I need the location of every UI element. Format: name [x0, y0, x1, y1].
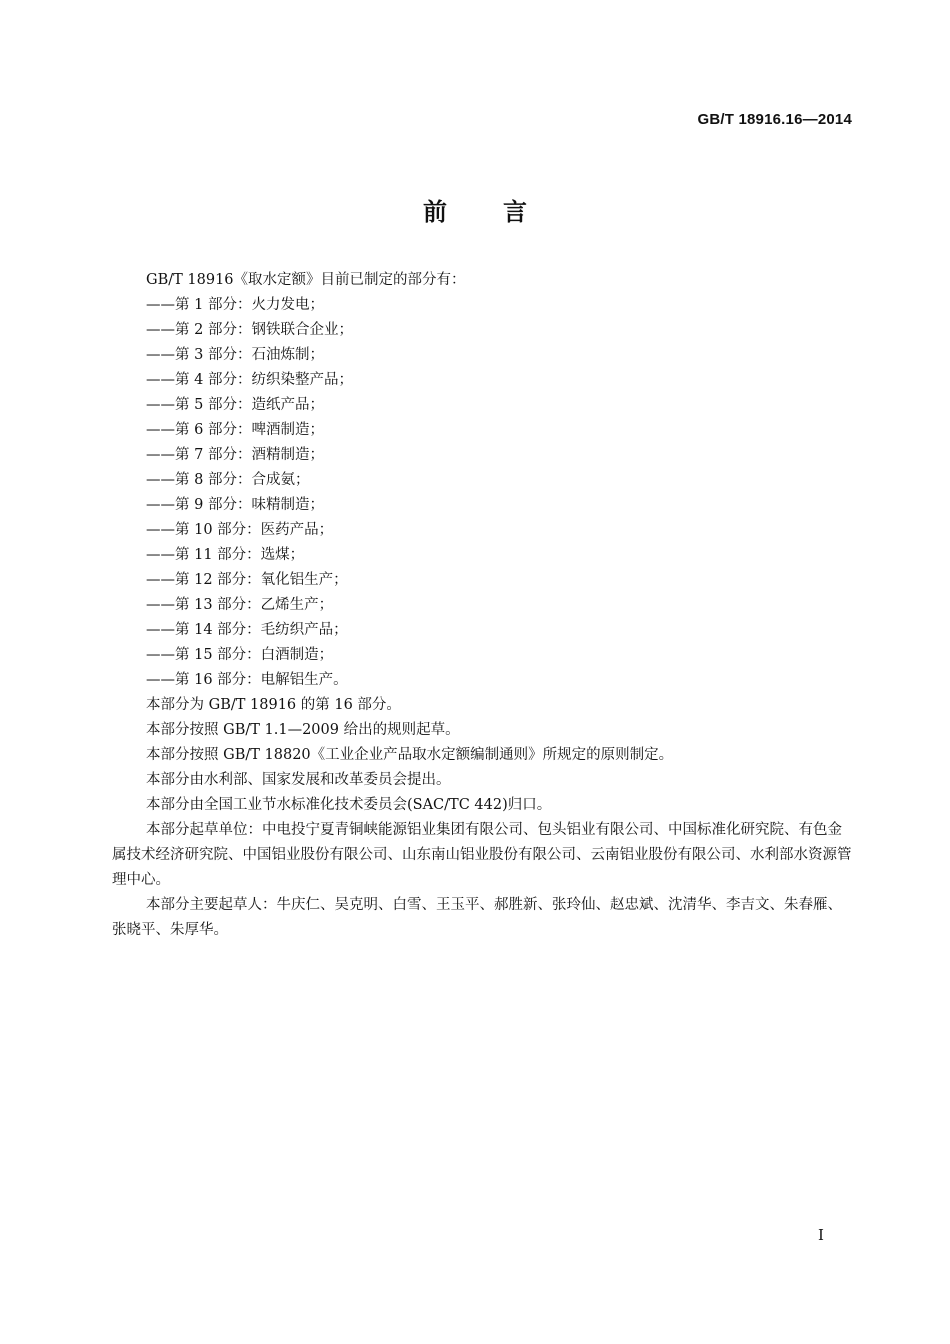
intro-line: GB/T 18916《取水定额》目前已制定的部分有： [146, 272, 466, 288]
part-item: ——第 11 部分：选煤； [146, 547, 305, 563]
part-item: ——第 6 部分：啤酒制造； [146, 422, 324, 438]
page-title: 前言 [423, 198, 583, 226]
part-item: ——第 12 部分：氧化铝生产； [146, 572, 348, 588]
part-item: ——第 9 部分：味精制造； [146, 497, 324, 513]
part-list [112, 293, 852, 693]
part-item: ——第 5 部分：造纸产品； [146, 397, 324, 413]
paragraph-drafters: 本部分主要起草人：牛庆仁、吴克明、白雪、王玉平、郝胜新、张玲仙、赵忠斌、沈清华、李吉文、朱春雁、张晓平、朱厚华。 [112, 897, 842, 938]
part-item: ——第 14 部分：毛纺织产品； [146, 622, 348, 638]
paragraph-drafting-units: 本部分起草单位：中电投宁夏青铜峡能源铝业集团有限公司、包头铝业有限公司、中国标准化研究院、有色金属技术经济研究院、中国铝业股份有限公司、山东南山铝业股份有限公司、云南铝业股份有限公司、水利部水资源管理中心。 [112, 822, 852, 888]
paragraph-part-number: 本部分为 GB/T 18916 的第 16 部分。 [146, 697, 401, 713]
paragraph-centralized-by: 本部分由全国工业节水标准化技术委员会(SAC/TC 442)归口。 [146, 797, 552, 813]
foreword-body [112, 268, 852, 943]
paragraph-proposed-by: 本部分由水利部、国家发展和改革委员会提出。 [146, 772, 451, 788]
part-item: ——第 10 部分：医药产品； [146, 522, 334, 538]
part-item: ——第 2 部分：钢铁联合企业； [146, 322, 353, 338]
part-item: ——第 16 部分：电解铝生产。 [146, 672, 348, 688]
part-item: ——第 7 部分：酒精制造； [146, 447, 324, 463]
part-item: ——第 15 部分：白酒制造； [146, 647, 334, 663]
paragraph-drafting-rules: 本部分按照 GB/T 1.1—2009 给出的规则起草。 [146, 722, 460, 738]
part-item: ——第 3 部分：石油炼制； [146, 347, 324, 363]
part-item: ——第 4 部分：纺织染整产品； [146, 372, 353, 388]
part-item: ——第 8 部分：合成氨； [146, 472, 310, 488]
standard-code: GB/T 18916.16—2014 [697, 111, 852, 128]
paragraph-principles: 本部分按照 GB/T 18820《工业企业产品取水定额编制通则》所规定的原则制定。 [146, 747, 674, 763]
part-item: ——第 13 部分：乙烯生产； [146, 597, 334, 613]
part-item: ——第 1 部分：火力发电； [146, 297, 324, 313]
page-number: I [818, 1226, 824, 1244]
